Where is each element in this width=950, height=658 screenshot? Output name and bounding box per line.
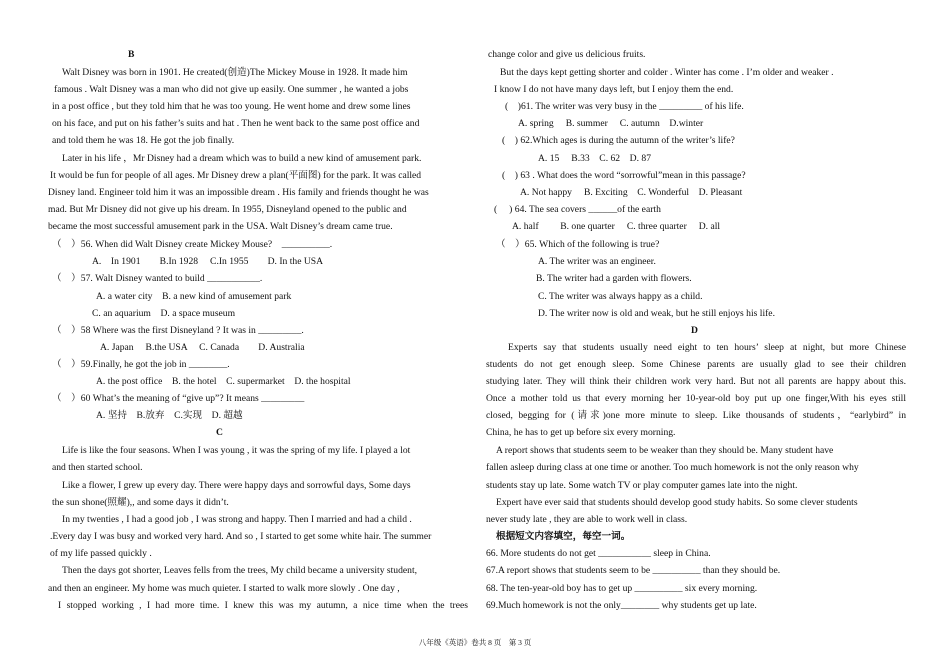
question-62-options: A. 15 B.33 C. 62 D. 87 bbox=[538, 153, 651, 164]
passage-c-line: the sun shone(照耀),, and some days it didn’t. bbox=[52, 497, 229, 508]
question-56: （ ）56. When did Walt Disney create Mickey Mouse? __________. bbox=[52, 239, 333, 250]
passage-b-line: famous . Walt Disney was a man who did not give up easily. One summer , he wanted a jobs bbox=[54, 84, 409, 95]
passage-c-continued: But the days kept getting shorter and colder . Winter has come . I’m older and weaker . bbox=[500, 67, 834, 78]
passage-d-line: students stay up late. Some watch TV or play computer games late into the night. bbox=[486, 480, 798, 491]
question-65: （ ）65. Which of the following is true? bbox=[496, 239, 660, 250]
question-65-option: C. The writer was always happy as a child. bbox=[538, 291, 703, 302]
question-65-option: A. The writer was an engineer. bbox=[538, 256, 656, 267]
question-64: ( ) 64. The sea covers ______of the earth bbox=[494, 204, 661, 215]
question-58: （ ）58 Where was the first Disneyland ? It was in _________. bbox=[52, 325, 304, 336]
passage-d-line: Expert have ever said that students should develop good study habits. So some clever students bbox=[496, 497, 858, 508]
question-59: （ ）59.Finally, he got the job in ________. bbox=[52, 359, 230, 370]
passage-b-line: Disney land. Engineer told him it was an impossible dream . His family and friends thought he was bbox=[48, 187, 429, 198]
question-60-options: A. 坚持 B.放弃 C.实现 D. 超越 bbox=[96, 410, 243, 421]
passage-d-line: studying later. They will think their children work very hard. But not all parents are happy about this. bbox=[486, 376, 906, 387]
passage-d-line: never study late , they are able to work well in class. bbox=[486, 514, 688, 525]
passage-c-continued: change color and give us delicious fruits. bbox=[488, 49, 646, 60]
passage-d-line: students do not get enough sleep. Some Chinese parents are usually glad to see their children bbox=[486, 359, 906, 370]
question-56-options: A. In 1901 B.In 1928 C.In 1955 D. In the USA bbox=[92, 256, 324, 267]
passage-b-line: became the most successful amusement park in the USA. Walt Disney’s dream came true. bbox=[48, 221, 393, 232]
question-61: ( )61. The writer was very busy in the _________ of his life. bbox=[505, 101, 744, 112]
question-61-options: A. spring B. summer C. autumn D.winter bbox=[518, 118, 704, 129]
question-65-option: B. The writer had a garden with flowers. bbox=[536, 273, 692, 284]
passage-d-line: Experts say that students usually need eight to ten hours’ sleep at night, but more Chinese bbox=[508, 342, 906, 353]
question-57-options: C. an aquarium D. a space museum bbox=[92, 308, 236, 319]
passage-c-line: Then the days got shorter, Leaves fells from the trees, My child became a university student, bbox=[62, 565, 418, 576]
question-65-option: D. The writer now is old and weak, but he still enjoys his life. bbox=[538, 308, 775, 319]
heading-b: B bbox=[128, 49, 135, 60]
fill-question-67: 67.A report shows that students seem to be __________ than they should be. bbox=[486, 565, 781, 576]
passage-b-line: on his face, and put on his father’s suits and hat . Then he went back to the same post office and bbox=[52, 118, 420, 129]
passage-b-line: and told them he was 18. He got the job finally. bbox=[52, 135, 235, 146]
passage-c-continued: I know I do not have many days left, but I enjoy them the end. bbox=[494, 84, 734, 95]
passage-d-line: A report shows that students seem to be weaker than they should be. Many student have bbox=[496, 445, 834, 456]
question-63: ( ) 63 . What does the word “sorrowful”mean in this passage? bbox=[502, 170, 746, 181]
page-footer: 八年级《英语》卷共 8 页 第 3 页 bbox=[418, 638, 532, 647]
question-59-options: A. the post office B. the hotel C. supermarket D. the hospital bbox=[96, 376, 351, 387]
fill-question-68: 68. The ten-year-old boy has to get up __________ six every morning. bbox=[486, 583, 758, 594]
passage-d-line: fallen asleep during class at one time or another. Too much homework is not the only reason why bbox=[486, 462, 859, 473]
passage-b-line: Walt Disney was born in 1901. He created(创造)The Mickey Mouse in 1928. It made him bbox=[62, 67, 408, 78]
heading-c: C bbox=[216, 427, 223, 438]
fill-question-69: 69.Much homework is not the only________ why students get up late. bbox=[486, 600, 757, 611]
fill-question-66: 66. More students do not get ___________ sleep in China. bbox=[486, 548, 711, 559]
passage-c-line: Life is like the four seasons. When I was young , it was the spring of my life. I played a lot bbox=[62, 445, 411, 456]
fill-in-instruction: 根据短文内容填空，每空一词。 bbox=[496, 531, 631, 542]
passage-c-line: Like a flower, I grew up every day. There were happy days and sorrowful days, Some days bbox=[62, 480, 411, 491]
question-60: （ ）60 What’s the meaning of “give up”? It means _________ bbox=[52, 393, 305, 404]
passage-c-line: and then an engineer. My home was much quieter. I started to walk more slowly . One day , bbox=[48, 583, 400, 594]
passage-c-line: and then started school. bbox=[52, 462, 143, 473]
passage-d-line: China, he has to get up before six every morning. bbox=[486, 427, 676, 438]
passage-c-line: of my life passed quickly . bbox=[50, 548, 152, 559]
heading-d: D bbox=[691, 325, 698, 336]
passage-c-line: .Every day I was busy and worked very hard. And so , I started to get some white hair. The summer bbox=[50, 531, 432, 542]
passage-b-line: It would be fun for people of all ages. Mr Disney drew a plan(平面图) for the park. It was called bbox=[50, 170, 422, 181]
question-57: （ ）57. Walt Disney wanted to build ___________. bbox=[52, 273, 263, 284]
passage-b-line: Later in his life ，Mr Disney had a dream which was to build a new kind of amusement park. bbox=[62, 153, 422, 164]
question-63-options: A. Not happy B. Exciting C. Wonderful D. Pleasant bbox=[520, 187, 743, 198]
question-64-options: A. half B. one quarter C. three quarter D. all bbox=[512, 221, 721, 232]
passage-c-line: I stopped working , I had more time. I knew this was my autumn, a nice time when the trees bbox=[58, 600, 468, 611]
passage-b-line: mad. But Mr Disney did not give up his dream. In 1955, Disneyland opened to the public and bbox=[48, 204, 407, 215]
passage-d-line: closed, begging for (请求)one more minute to sleep. Like thousands of students，“earlybird” in bbox=[486, 410, 906, 421]
passage-d-line: Once a mother told us that every morning her 10-year-old boy put up one finger,With his eyes still bbox=[486, 393, 906, 404]
passage-c-line: In my twenties , I had a good job , I was strong and happy. Then I married and had a child . bbox=[62, 514, 412, 525]
question-62: ( ) 62.Which ages is during the autumn of the writer’s life? bbox=[502, 135, 735, 146]
passage-b-line: in a post office , but they told him that he was too young. He went home and drew some lines bbox=[52, 101, 411, 112]
question-58-options: A. Japan B.the USA C. Canada D. Australia bbox=[100, 342, 305, 353]
question-57-options: A. a water city B. a new kind of amusement park bbox=[96, 291, 292, 302]
